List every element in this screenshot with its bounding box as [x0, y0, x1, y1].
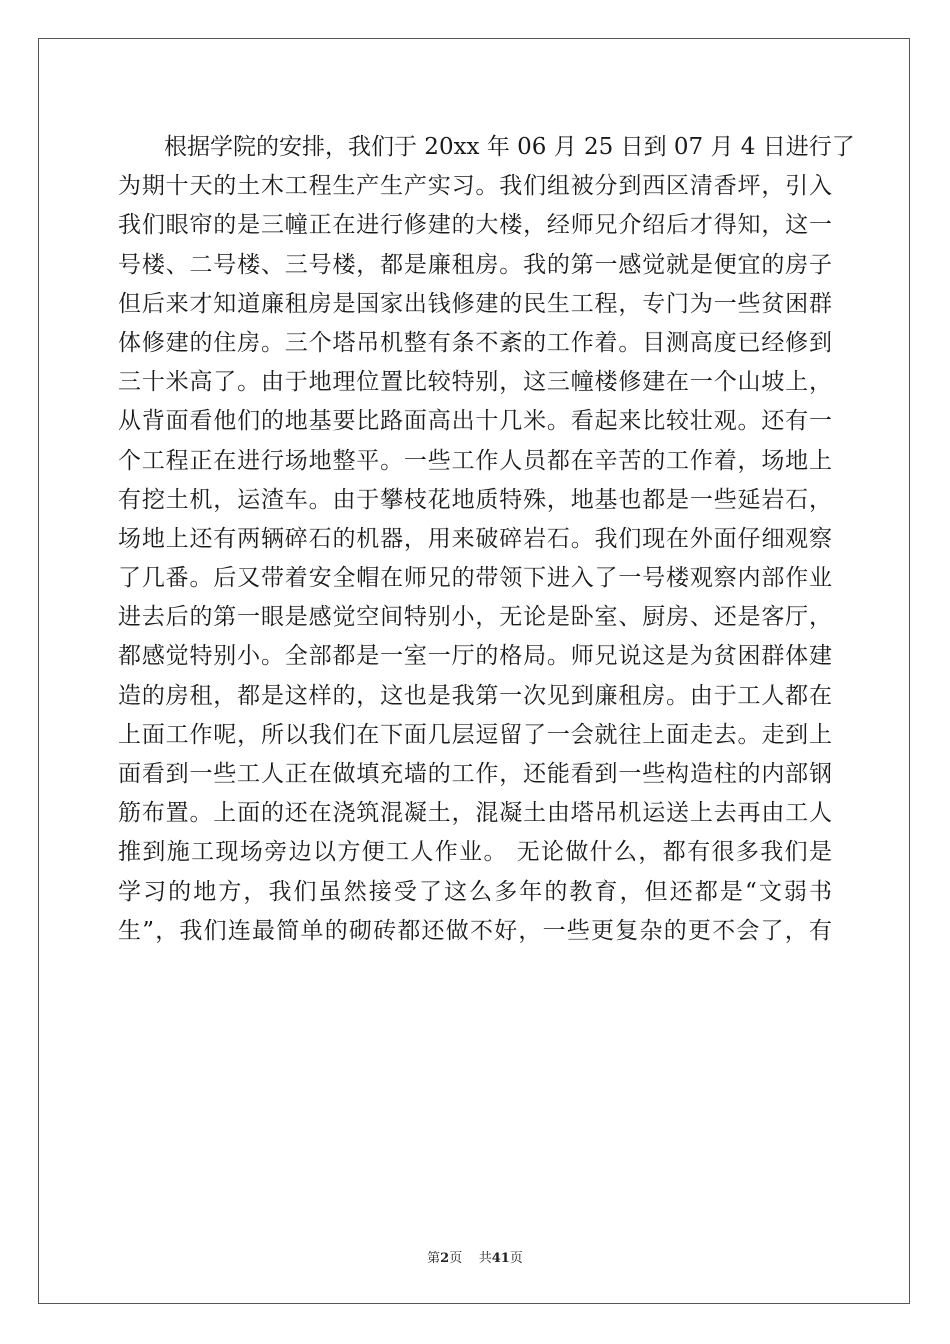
- text-line: 有挖土机，运渣车。由于攀枝花地质特殊，地基也都是一些延岩石，: [118, 486, 832, 513]
- text-line: 推到施工现场旁边以方便工人作业。 无论做什么，都有很多我们是: [118, 839, 832, 866]
- text-line: 但后来才知道廉租房是国家出钱修建的民生工程，专门为一些贫困群: [118, 290, 832, 317]
- text-line: 场地上还有两辆碎石的机器，用来破碎岩石。我们现在外面仔细观察: [118, 525, 832, 552]
- text-line: 了几番。后又带着安全帽在师兄的带领下进入了一号楼观察内部作业: [118, 565, 832, 592]
- text-line: 筋布置。上面的还在浇筑混凝土，混凝土由塔吊机运送上去再由工人: [118, 800, 832, 827]
- body-paragraph: [118, 128, 855, 951]
- text-line: 学习的地方，我们虽然接受了这么多年的教育，但还都是“文弱书: [118, 878, 832, 905]
- text-line: 都感觉特别小。全部都是一室一厅的格局。师兄说这是为贫困群体建: [118, 643, 832, 670]
- text-line: 上面工作呢，所以我们在下面几层逗留了一会就往上面走去。走到上: [118, 721, 832, 748]
- text-line: 造的房租，都是这样的，这也是我第一次见到廉租房。由于工人都在: [118, 682, 832, 709]
- page-number: 2: [440, 1251, 450, 1266]
- page-prefix: 第: [427, 1251, 441, 1266]
- text-line: 根据学院的安排，我们于 20xx 年 06 月 25 日到 07 月 4 日进行了: [118, 134, 855, 160]
- total-suffix: 页: [509, 1251, 523, 1266]
- text-line: 个工程正在进行场地整平。一些工作人员都在辛苦的工作着，场地上: [118, 447, 832, 474]
- text-line: 生”，我们连最简单的砌砖都还做不好，一些更复杂的更不会了，有: [118, 917, 832, 944]
- text-line: 体修建的住房。三个塔吊机整有条不紊的工作着。目测高度已经修到: [118, 329, 832, 356]
- total-prefix: 共: [478, 1251, 492, 1266]
- total-pages: 41: [491, 1251, 510, 1266]
- text-line: 三十米高了。由于地理位置比较特别，这三幢楼修建在一个山坡上，: [118, 369, 832, 396]
- page-footer: [0, 1247, 950, 1266]
- text-line: 为期十天的土木工程生产生产实习。我们组被分到西区清香坪，引入: [118, 173, 832, 200]
- text-line: 我们眼帘的是三幢正在进行修建的大楼，经师兄介绍后才得知，这一: [118, 212, 832, 239]
- text-line: 面看到一些工人正在做填充墙的工作，还能看到一些构造柱的内部钢: [118, 761, 832, 787]
- text-line: 号楼、二号楼、三号楼，都是廉租房。我的第一感觉就是便宜的房子: [118, 251, 832, 278]
- text-line: 从背面看他们的地基要比路面高出十几米。看起来比较壮观。还有一: [118, 408, 832, 435]
- page-suffix: 页: [449, 1251, 463, 1266]
- text-line: 进去后的第一眼是感觉空间特别小，无论是卧室、厨房、还是客厅，: [118, 604, 832, 631]
